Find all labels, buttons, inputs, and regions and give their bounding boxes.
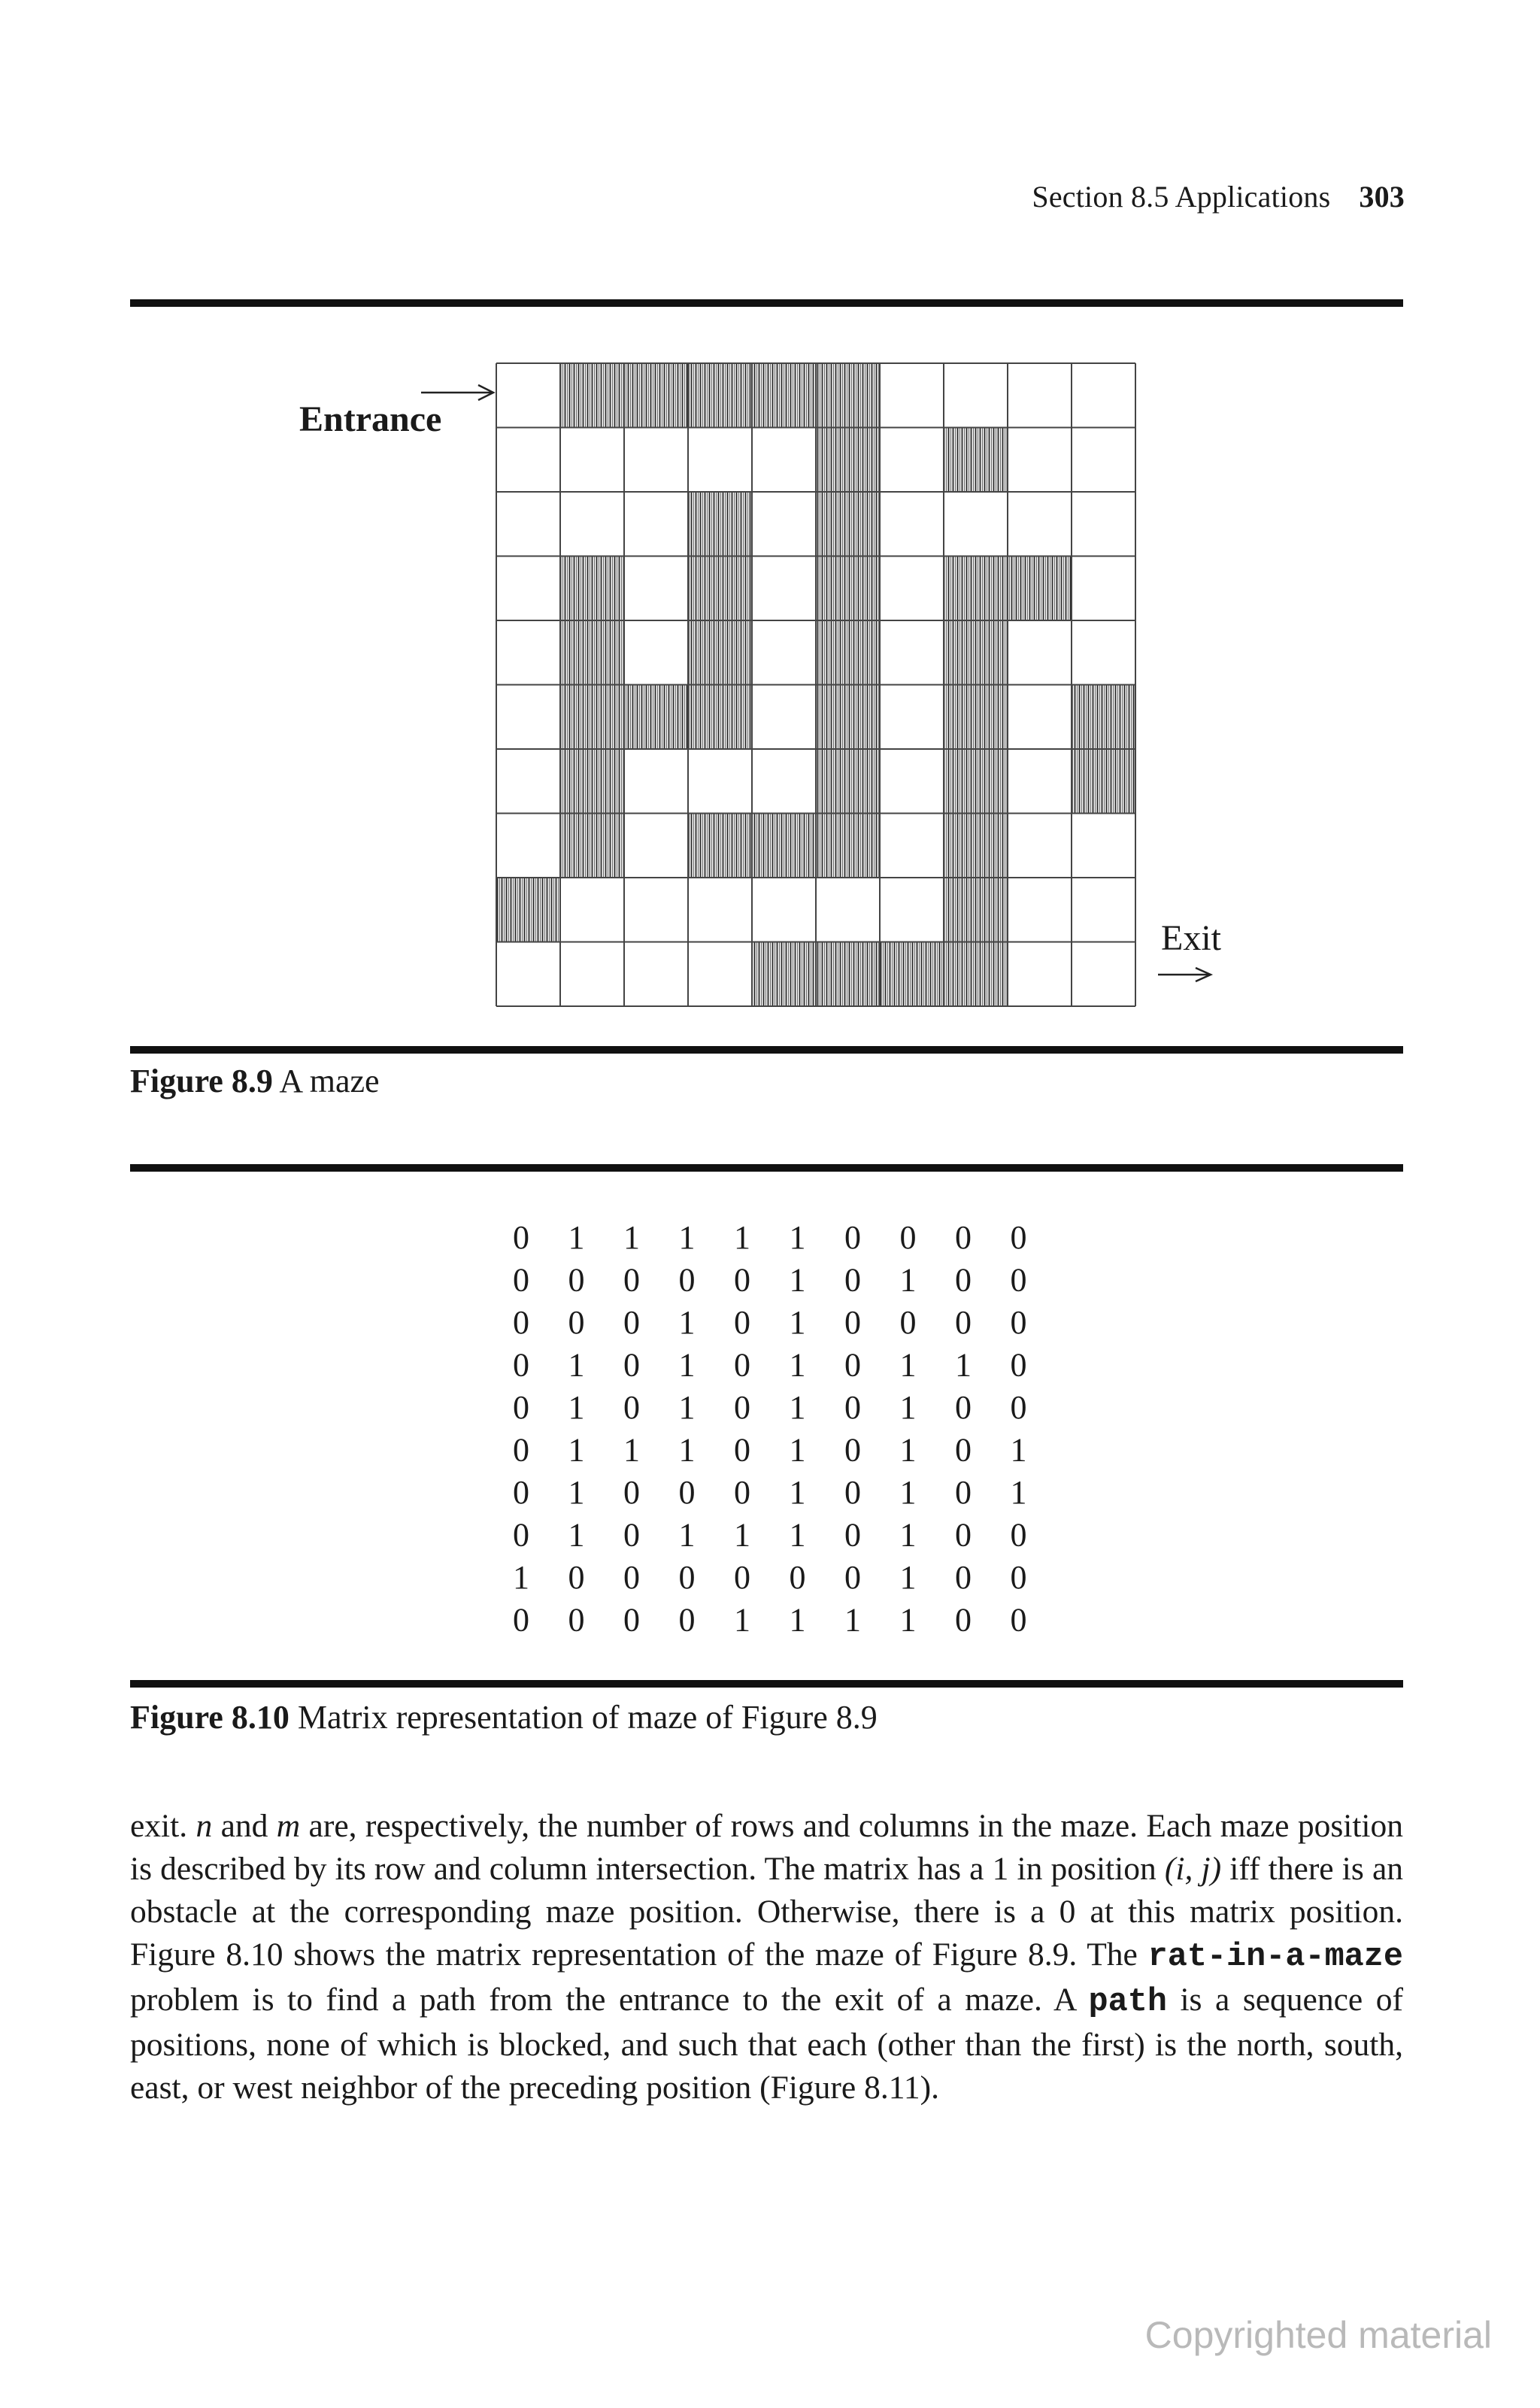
matrix-cell: 1	[734, 1601, 750, 1639]
matrix-cell: 1	[734, 1219, 750, 1256]
matrix-cell: 1	[568, 1219, 585, 1256]
matrix-cell: 0	[678, 1601, 696, 1639]
matrix-cell: 0	[734, 1389, 750, 1426]
matrix-cell: 0	[1010, 1559, 1027, 1596]
figure-title: A maze	[279, 1063, 380, 1099]
term-path: path	[1088, 1984, 1167, 2021]
matrix-cell: 1	[568, 1346, 585, 1384]
matrix-cell: 0	[1010, 1389, 1027, 1426]
matrix-cell: 1	[734, 1516, 750, 1554]
matrix-cell: 0	[734, 1261, 750, 1299]
matrix-cell: 0	[899, 1304, 917, 1341]
term-rat-in-a-maze: rat-in-a-maze	[1147, 1939, 1403, 1976]
matrix-cell: 1	[789, 1516, 806, 1554]
matrix-cell: 1	[899, 1601, 917, 1639]
matrix-cell: 0	[844, 1516, 861, 1554]
matrix-cell: 0	[678, 1261, 696, 1299]
matrix-cell: 0	[734, 1304, 750, 1341]
matrix-cell: 0	[513, 1601, 529, 1639]
matrix-cell: 1	[955, 1346, 972, 1384]
matrix-cell: 1	[1010, 1474, 1027, 1511]
matrix-cell: 0	[1010, 1516, 1027, 1554]
matrix-cell: 1	[568, 1474, 585, 1511]
matrix-cell: 0	[623, 1389, 640, 1426]
matrix-cell: 0	[844, 1389, 861, 1426]
matrix-cell: 0	[513, 1474, 529, 1511]
matrix-cell: 1	[789, 1389, 806, 1426]
matrix-cell: 0	[1010, 1346, 1027, 1384]
matrix-cell: 1	[678, 1346, 696, 1384]
matrix-cell: 0	[623, 1601, 640, 1639]
matrix-cell: 0	[623, 1304, 640, 1341]
matrix-cell: 0	[623, 1516, 640, 1554]
matrix-cell: 0	[734, 1474, 750, 1511]
matrix-cell: 1	[678, 1219, 696, 1256]
watermark: Copyrighted material	[1144, 2314, 1492, 2356]
section-title: Section 8.5 Applications	[1032, 180, 1331, 214]
matrix-cell: 0	[678, 1559, 696, 1596]
matrix-cell: 1	[678, 1431, 696, 1469]
matrix-cell: 0	[844, 1474, 861, 1511]
matrix-cell: 0	[678, 1474, 696, 1511]
matrix-cell: 0	[1010, 1261, 1027, 1299]
matrix-cell: 0	[568, 1559, 585, 1596]
matrix-cell: 1	[678, 1516, 696, 1554]
matrix-cell: 0	[844, 1559, 861, 1596]
matrix-cell: 1	[899, 1474, 917, 1511]
matrix-cell: 1	[789, 1474, 806, 1511]
matrix-cell: 0	[955, 1601, 972, 1639]
matrix-cell: 0	[568, 1304, 585, 1341]
matrix-cell: 1	[899, 1261, 917, 1299]
matrix-cell: 1	[789, 1304, 806, 1341]
page-number: 303	[1359, 180, 1405, 214]
matrix-cell: 0	[734, 1431, 750, 1469]
matrix-cell: 0	[623, 1346, 640, 1384]
matrix-cell: 1	[568, 1516, 585, 1554]
matrix-cell: 1	[789, 1219, 806, 1256]
matrix-cell: 1	[844, 1601, 861, 1639]
matrix-cell: 0	[1010, 1601, 1027, 1639]
matrix-cell: 1	[1010, 1431, 1027, 1469]
matrix-cell: 0	[623, 1474, 640, 1511]
matrix-cell: 0	[955, 1261, 972, 1299]
matrix-cell: 0	[789, 1559, 806, 1596]
matrix-cell: 0	[568, 1601, 585, 1639]
matrix-cell: 0	[955, 1559, 972, 1596]
matrix-cell: 1	[789, 1431, 806, 1469]
matrix-cell: 1	[899, 1346, 917, 1384]
matrix-cell: 1	[623, 1219, 640, 1256]
matrix-cell: 0	[899, 1219, 917, 1256]
matrix-cell: 1	[568, 1431, 585, 1469]
matrix-cell: 1	[678, 1389, 696, 1426]
entrance-label: Entrance	[299, 399, 442, 439]
matrix-cell: 0	[844, 1431, 861, 1469]
matrix-cell: 0	[844, 1304, 861, 1341]
figure-caption-8-10	[130, 1698, 878, 1736]
matrix-cell: 0	[955, 1389, 972, 1426]
matrix-cell: 1	[623, 1431, 640, 1469]
figure-label: Figure 8.9	[130, 1063, 273, 1099]
matrix-cell: 0	[513, 1516, 529, 1554]
figure-title: Matrix representation of maze of Figure 8.9	[297, 1699, 878, 1736]
matrix-cell: 0	[844, 1261, 861, 1299]
matrix-cell: 0	[513, 1389, 529, 1426]
matrix-cell: 0	[623, 1559, 640, 1596]
matrix-cell: 1	[899, 1389, 917, 1426]
matrix-cell: 1	[568, 1389, 585, 1426]
matrix-cell: 0	[955, 1474, 972, 1511]
matrix-cell: 0	[513, 1346, 529, 1384]
matrix-cell: 1	[789, 1261, 806, 1299]
matrix-cell: 0	[734, 1559, 750, 1596]
matrix-cell: 0	[955, 1219, 972, 1256]
matrix-cell: 0	[513, 1261, 529, 1299]
matrix-cell: 0	[955, 1304, 972, 1341]
matrix-cell: 0	[955, 1516, 972, 1554]
matrix-cell: 0	[623, 1261, 640, 1299]
matrix-cell: 1	[789, 1346, 806, 1384]
matrix-cell: 1	[789, 1601, 806, 1639]
matrix-cell: 1	[678, 1304, 696, 1341]
matrix-cell: 0	[513, 1219, 529, 1256]
matrix-cell: 1	[513, 1559, 529, 1596]
matrix-cell: 0	[734, 1346, 750, 1384]
matrix-cell: 1	[899, 1559, 917, 1596]
matrix-cell: 0	[955, 1431, 972, 1469]
matrix-cell: 0	[513, 1304, 529, 1341]
matrix-cell: 1	[899, 1516, 917, 1554]
exit-label: Exit	[1161, 918, 1221, 958]
matrix-cell: 0	[844, 1219, 861, 1256]
matrix-cell: 0	[1010, 1304, 1027, 1341]
figure-label: Figure 8.10	[130, 1699, 290, 1736]
matrix-cell: 0	[513, 1431, 529, 1469]
matrix-cell: 0	[1010, 1219, 1027, 1256]
matrix-cell: 0	[844, 1346, 861, 1384]
matrix-cell: 1	[899, 1431, 917, 1469]
body-paragraph: exit. n and m are, respectively, the number of rows and columns in the maze. Each maze position is described by its row and column intersection. The matrix has a 1 in position (i, j) iff there is an obstacle at the corresponding maze position. Otherwise, there is a 0 at this matrix position. Figure 8.10 shows the matrix representation of the maze of Figure 8.9. The rat-in-a-maze problem is to find a path from the entrance to the exit of a maze. A path is a sequence of positions, none of which is blocked, and such that each (other than the first) is the north, south, east, or west neighbor of the preceding position (Figure 8.11).	[130, 1808, 1404, 2106]
matrix-cell: 0	[568, 1261, 585, 1299]
